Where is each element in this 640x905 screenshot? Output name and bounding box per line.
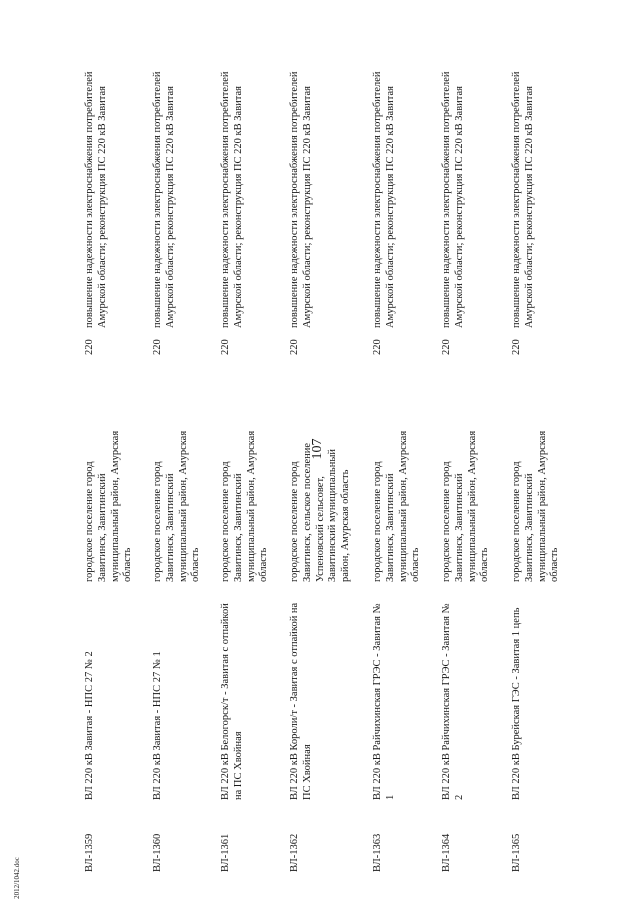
row-location: городское поселение город Завитинск, Завитинский муниципальный район, Амурская область — [372, 430, 422, 582]
page-number: 107 — [310, 438, 325, 460]
row-voltage: 220 — [84, 339, 95, 355]
table-row — [441, 0, 491, 872]
row-voltage: 220 — [441, 339, 452, 355]
row-code: ВЛ-1360 — [152, 833, 163, 872]
row-purpose: повышение надежности электроснабжения потребителей Амурской области; реконструкция ПС 220 кВ Завитая — [220, 71, 244, 328]
row-code: ВЛ-1365 — [511, 833, 522, 872]
row-voltage: 220 — [511, 339, 522, 355]
table-row — [84, 0, 134, 872]
row-name: ВЛ 220 кВ Райчихинская ГРЭС - Завитая № 2 — [441, 603, 465, 800]
row-purpose: повышение надежности электроснабжения потребителей Амурской области; реконструкция ПС 220 кВ Завитая — [289, 71, 313, 328]
row-location: городское поселение город Завитинск, Завитинский муниципальный район, Амурская область — [152, 430, 202, 582]
row-code: ВЛ-1361 — [220, 833, 231, 872]
row-code: ВЛ-1362 — [289, 833, 300, 872]
row-name: ВЛ 220 кВ Райчихинская ГРЭС - Завитая № 1 — [372, 603, 396, 800]
row-purpose: повышение надежности электроснабжения потребителей Амурской области; реконструкция ПС 220 кВ Завитая — [84, 71, 108, 328]
row-voltage: 220 — [152, 339, 163, 355]
row-code: ВЛ-1359 — [84, 833, 95, 872]
row-name: ВЛ 220 кВ Бурейская ГЭС - Завитая 1 цепь — [511, 607, 522, 800]
table-row — [152, 0, 202, 872]
table-row — [220, 0, 270, 872]
row-purpose: повышение надежности электроснабжения потребителей Амурской области; реконструкция ПС 220 кВ Завитая — [441, 71, 465, 328]
row-voltage: 220 — [220, 339, 231, 355]
row-name: ВЛ 220 кВ Белогорск/т - Завитая с отпайкой на ПС Хвойная — [220, 603, 244, 800]
row-location: городское поселение город Завитинск, Завитинский муниципальный район, Амурская область — [84, 430, 134, 582]
row-purpose: повышение надежности электроснабжения потребителей Амурской области; реконструкция ПС 220 кВ Завитая — [152, 71, 176, 328]
row-location: городское поселение город Завитинск, Завитинский муниципальный район, Амурская область — [441, 430, 491, 582]
row-purpose: повышение надежности электроснабжения потребителей Амурской области; реконструкция ПС 220 кВ Завитая — [372, 71, 396, 328]
row-location: городское поселение город Завитинск, Завитинский муниципальный район, Амурская область — [220, 430, 270, 582]
row-purpose: повышение надежности электроснабжения потребителей Амурской области; реконструкция ПС 220 кВ Завитая — [511, 71, 535, 328]
row-name: ВЛ 220 кВ Короли/т - Завитая с отпайкой на ПС Хвойная — [289, 602, 313, 800]
row-name: ВЛ 220 кВ Завитая - НПС 27 № 1 — [152, 651, 163, 800]
row-voltage: 220 — [372, 339, 383, 355]
row-voltage: 220 — [289, 339, 300, 355]
row-location: городское поселение город Завитинск, сельское поселение Успеновский сельсовет, Завитинский муниципальный район, Амурская область — [289, 442, 352, 582]
row-code: ВЛ-1364 — [441, 833, 452, 872]
table-row — [511, 0, 561, 872]
table-row — [372, 0, 422, 872]
row-name: ВЛ 220 кВ Завитая - НПС 27 № 2 — [84, 651, 95, 800]
document-footer: 2012/1042.doc — [13, 857, 21, 899]
row-code: ВЛ-1363 — [372, 833, 383, 872]
row-location: городское поселение город Завитинск, Завитинский муниципальный район, Амурская область — [511, 430, 561, 582]
